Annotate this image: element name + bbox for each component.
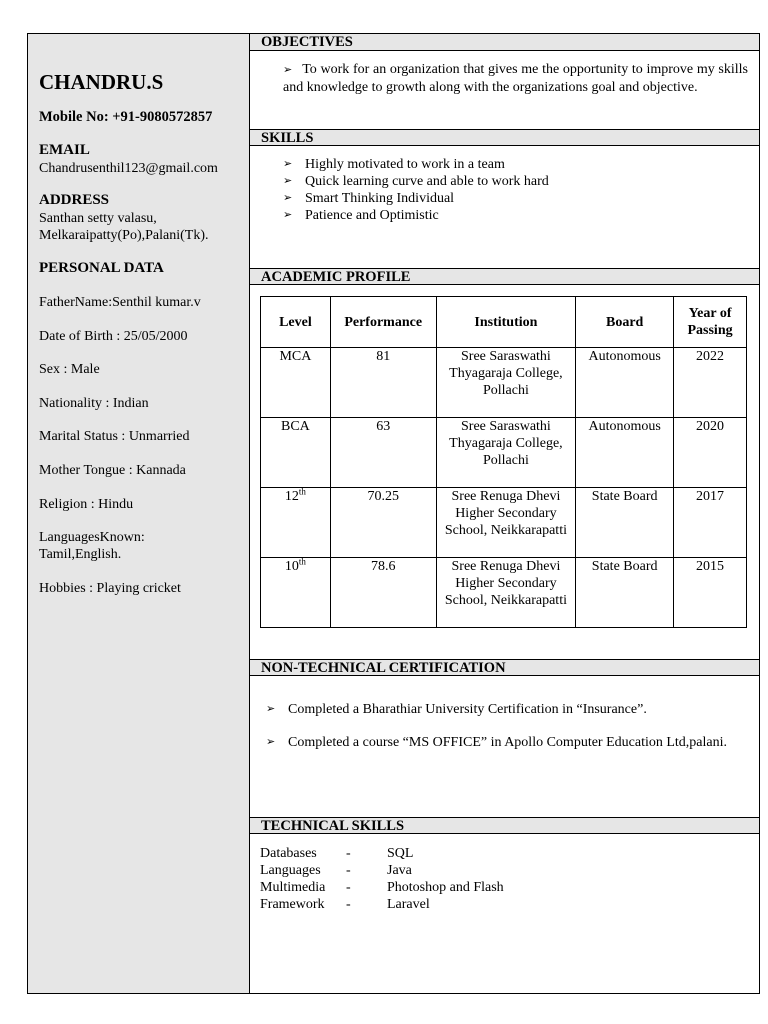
objective-text — [283, 61, 748, 96]
list-item: Languages - Java — [260, 863, 412, 878]
cell-performance: 81 — [330, 348, 436, 418]
list-item: Databases - SQL — [260, 846, 414, 861]
cell-board: Autonomous — [576, 348, 674, 418]
religion: Religion : Hindu — [39, 497, 134, 512]
main-content — [250, 34, 759, 993]
arrow-bullet-icon: ➢ — [266, 736, 276, 748]
table-row: 12th 70.25 Sree Renuga Dhevi Higher Secondary School, Neikkarapatti State Board 2017 — [261, 488, 747, 558]
cell-level: 12 — [284, 489, 299, 504]
languages-known-value: Tamil,English. — [39, 547, 122, 562]
list-item: ➢ Highly motivated to work in a team — [283, 157, 505, 172]
col-header-level: Level — [261, 297, 331, 348]
objective-body: To work for an organization that gives me the opportunity to improve my skills and knowledge to growth along with the organizations goal and objective. — [283, 62, 748, 95]
academic-table — [260, 296, 747, 628]
arrow-bullet-icon: ➢ — [283, 175, 293, 187]
cell-institution: Sree Renuga Dhevi Higher Secondary School, Neikkarapatti — [436, 558, 576, 628]
technical-skills-heading: TECHNICAL SKILLS — [250, 817, 759, 834]
address-line-2: Melkaraipatty(Po),Palani(Tk). — [39, 228, 209, 243]
cell-year: 2015 — [674, 558, 747, 628]
certification-heading: NON-TECHNICAL CERTIFICATION — [250, 659, 759, 676]
cell-level: MCA — [279, 349, 312, 364]
cell-board: Autonomous — [576, 418, 674, 488]
list-item: Multimedia - Photoshop and Flash — [260, 880, 504, 895]
certification-item: ➢ Completed a Bharathiar University Certification in “Insurance”. — [266, 702, 647, 717]
arrow-bullet-icon: ➢ — [283, 158, 293, 170]
col-header-performance: Performance — [330, 297, 436, 348]
resume-page — [27, 33, 760, 994]
cell-year: 2022 — [674, 348, 747, 418]
academic-profile-heading: ACADEMIC PROFILE — [250, 268, 759, 285]
mother-tongue: Mother Tongue : Kannada — [39, 463, 186, 478]
cell-institution: Sree Renuga Dhevi Higher Secondary School, Neikkarapatti — [436, 488, 576, 558]
arrow-bullet-icon: ➢ — [283, 209, 293, 221]
cell-institution: Sree Saraswathi Thyagaraja College, Pollachi — [436, 348, 576, 418]
marital-status: Marital Status : Unmarried — [39, 429, 190, 444]
mobile-number: Mobile No: +91-9080572857 — [39, 109, 213, 125]
sex: Sex : Male — [39, 362, 100, 377]
arrow-bullet-icon: ➢ — [283, 192, 293, 204]
arrow-bullet-icon: ➢ — [283, 64, 293, 76]
cell-performance: 63 — [330, 418, 436, 488]
cell-level: 10 — [284, 559, 299, 574]
nationality: Nationality : Indian — [39, 396, 149, 411]
col-header-year: Year of Passing — [674, 297, 747, 348]
date-of-birth: Date of Birth : 25/05/2000 — [39, 329, 188, 344]
list-item: ➢ Patience and Optimistic — [283, 208, 439, 223]
cell-level: BCA — [280, 419, 310, 434]
cell-board: State Board — [576, 558, 674, 628]
address-label: ADDRESS — [39, 192, 110, 208]
address-line-1: Santhan setty valasu, — [39, 211, 157, 226]
languages-known-label: LanguagesKnown: — [39, 530, 145, 545]
objectives-heading: OBJECTIVES — [250, 34, 759, 51]
candidate-name: CHANDRU.S — [39, 70, 164, 94]
personal-data-label: PERSONAL DATA — [39, 260, 164, 276]
cell-board: State Board — [576, 488, 674, 558]
cell-year: 2020 — [674, 418, 747, 488]
table-row — [261, 348, 747, 418]
cell-year: 2017 — [674, 488, 747, 558]
email-value: Chandrusenthil123@gmail.com — [39, 161, 218, 176]
certification-item: ➢ Completed a course “MS OFFICE” in Apollo Computer Education Ltd,palani. — [266, 735, 727, 750]
skills-list — [283, 156, 549, 224]
list-item: Framework - Laravel — [260, 897, 430, 912]
father-name: FatherName:Senthil kumar.v — [39, 295, 201, 310]
sidebar — [28, 34, 250, 993]
table-row — [261, 418, 747, 488]
arrow-bullet-icon: ➢ — [266, 703, 276, 715]
skills-heading: SKILLS — [250, 129, 759, 146]
col-header-institution: Institution — [436, 297, 576, 348]
cell-performance: 70.25 — [330, 488, 436, 558]
list-item: ➢ Quick learning curve and able to work hard — [283, 174, 549, 189]
col-header-board: Board — [576, 297, 674, 348]
table-row: 10th 78.6 Sree Renuga Dhevi Higher Secondary School, Neikkarapatti State Board 2015 — [261, 558, 747, 628]
cell-institution: Sree Saraswathi Thyagaraja College, Pollachi — [436, 418, 576, 488]
table-header-row — [261, 297, 747, 348]
email-label: EMAIL — [39, 142, 90, 158]
hobbies: Hobbies : Playing cricket — [39, 581, 181, 596]
list-item: ➢ Smart Thinking Individual — [283, 191, 455, 206]
cell-performance: 78.6 — [330, 558, 436, 628]
technical-skills-list — [260, 845, 504, 913]
